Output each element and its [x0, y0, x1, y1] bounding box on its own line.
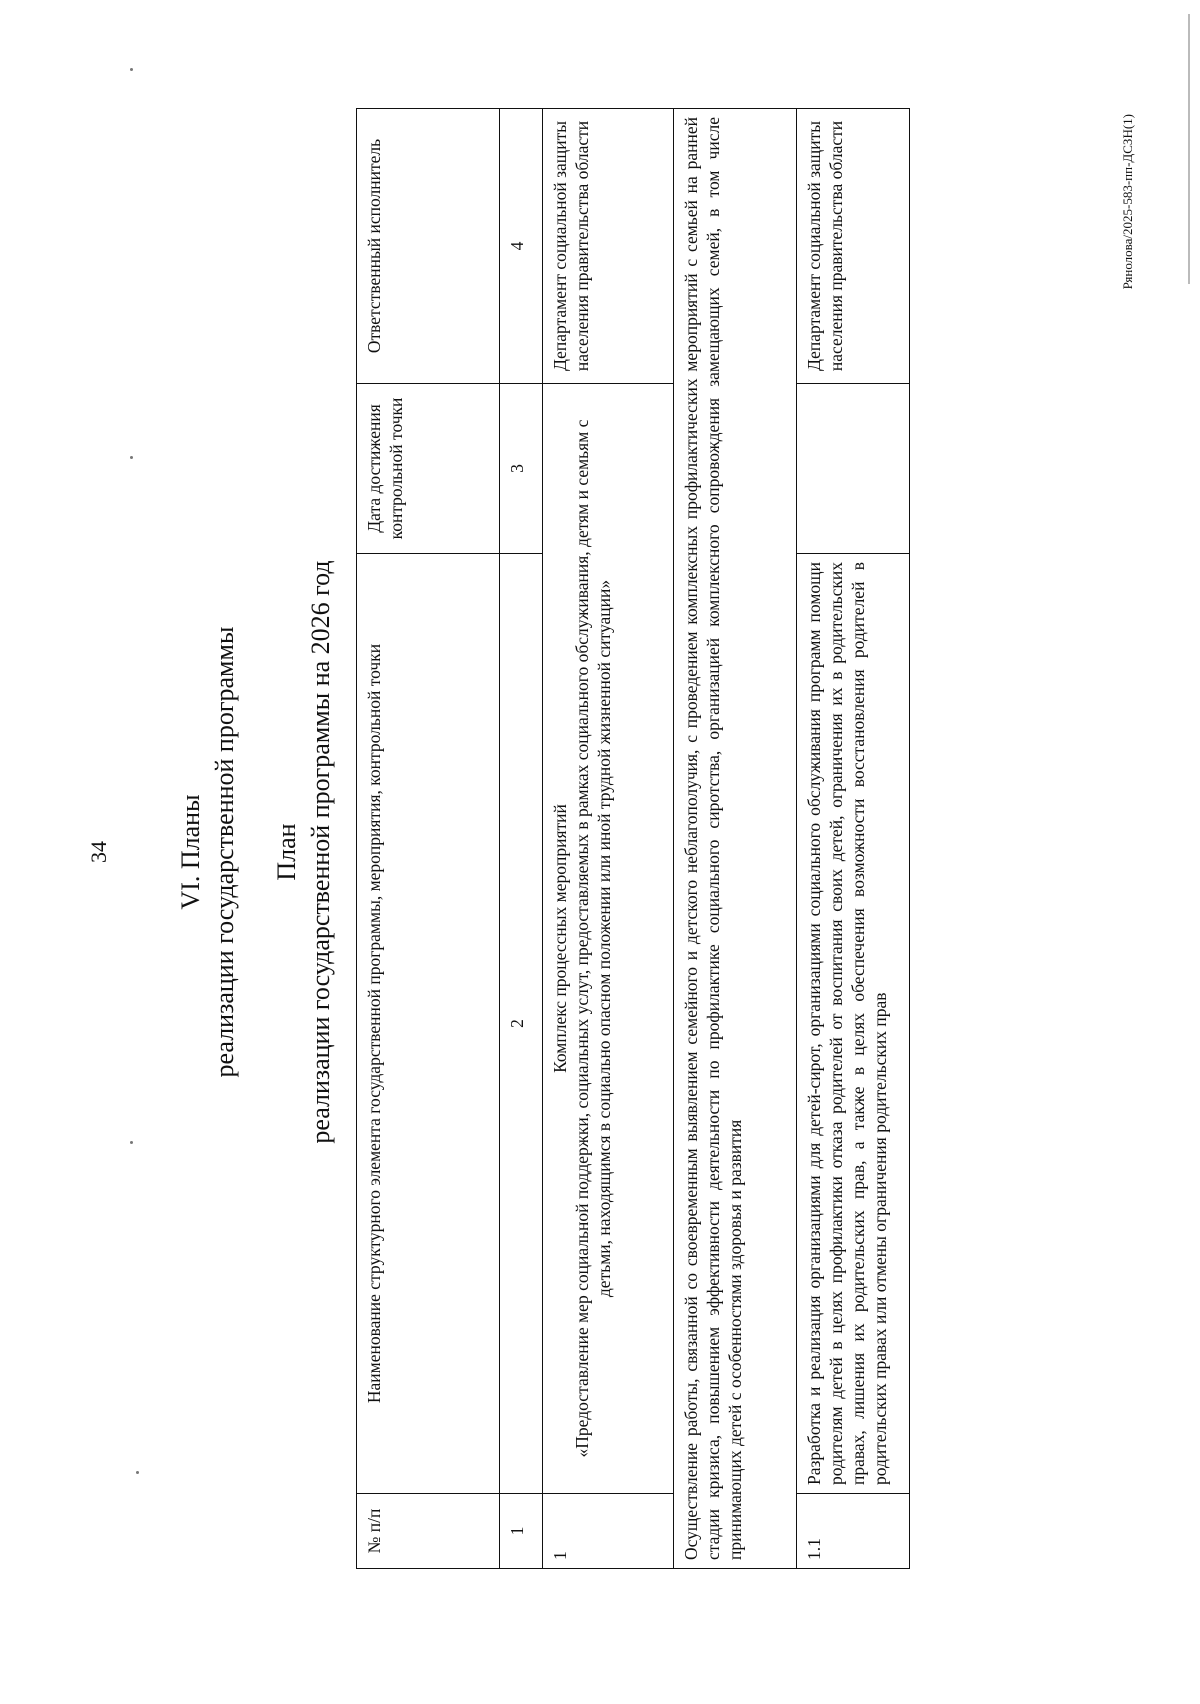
section-title-line-1: VI. Планы	[176, 794, 205, 910]
scan-speck	[130, 456, 133, 459]
column-numbers-row	[500, 109, 543, 1569]
scan-speck	[136, 1471, 139, 1474]
table-row	[674, 109, 797, 1569]
column-number-4: 4	[500, 109, 543, 384]
column-number-2: 2	[500, 554, 543, 1494]
scan-speck	[130, 68, 133, 71]
column-number-1: 1	[500, 1494, 543, 1569]
plan-title-line-1: План	[272, 823, 301, 881]
document-footer: Рянолова/2025-583-пп-ДСЗН(1)	[1120, 114, 1135, 290]
header-number: № п/п	[357, 1494, 500, 1569]
row-executor: Департамент социальной защиты населения правительства области	[797, 109, 910, 384]
header-date: Дата достижения контрольной точки	[357, 384, 500, 554]
page-number: 34	[86, 841, 111, 863]
row-name-cell	[543, 384, 674, 1494]
row-number: 1.1	[797, 1494, 910, 1569]
row-executor: Департамент социальной защиты населения правительства области	[543, 109, 674, 384]
plan-table	[356, 108, 910, 1569]
section-title-line-2: реализации государственной программы	[210, 626, 239, 1078]
complex-description: «Предоставление мер социальной поддержки, социальных услут, предоставляемых в рамках социального обслуживания, детям и семьям с детьми, находящимся в социально опасном положении или иной трудной жизненной ситуации»	[572, 419, 614, 1458]
column-number-3: 3	[500, 384, 543, 554]
scan-edge-mark	[1188, 14, 1190, 284]
header-name: Наименование структурного элемента государственной программы, мероприятия, контрольной точки	[357, 554, 500, 1494]
complex-title: Комплекс процессных мероприятий	[550, 804, 570, 1073]
table-row	[797, 109, 910, 1569]
row-number: 1	[543, 1494, 674, 1569]
section-title	[174, 0, 242, 1704]
table-header-row	[357, 109, 500, 1569]
row-name: Разработка и реализация организациями для детей-сирот, организациями социального обслуживания программ помощи родителям детей в целях профилактики отказа родителей от воспитания своих детей, ограничения их в родительских правах, лишения их родительских прав, а также в целях обеспечения возможности восстановления родителей в родительских правах или отмены ограничения родительских прав	[797, 554, 910, 1494]
plan-title	[270, 0, 338, 1704]
scan-speck	[130, 1141, 133, 1144]
row-date	[797, 384, 910, 554]
plan-title-line-2: реализации государственной программы на 2026 год	[306, 560, 335, 1144]
header-executor: Ответственный исполнитель	[357, 109, 500, 384]
table-row	[543, 109, 674, 1569]
task-description: Осуществление работы, связанной со своевременным выявлением семейного и детского неблагополучия, с проведением комплексных профилактических мероприятий с семьей на ранней стадии кризиса, повышением эффективности деятельности по профилактике социального сиротства, организацией комплексного сопровождения замещающих семей, в том числе принимающих детей с особенностями здоровья и развития	[674, 109, 797, 1569]
